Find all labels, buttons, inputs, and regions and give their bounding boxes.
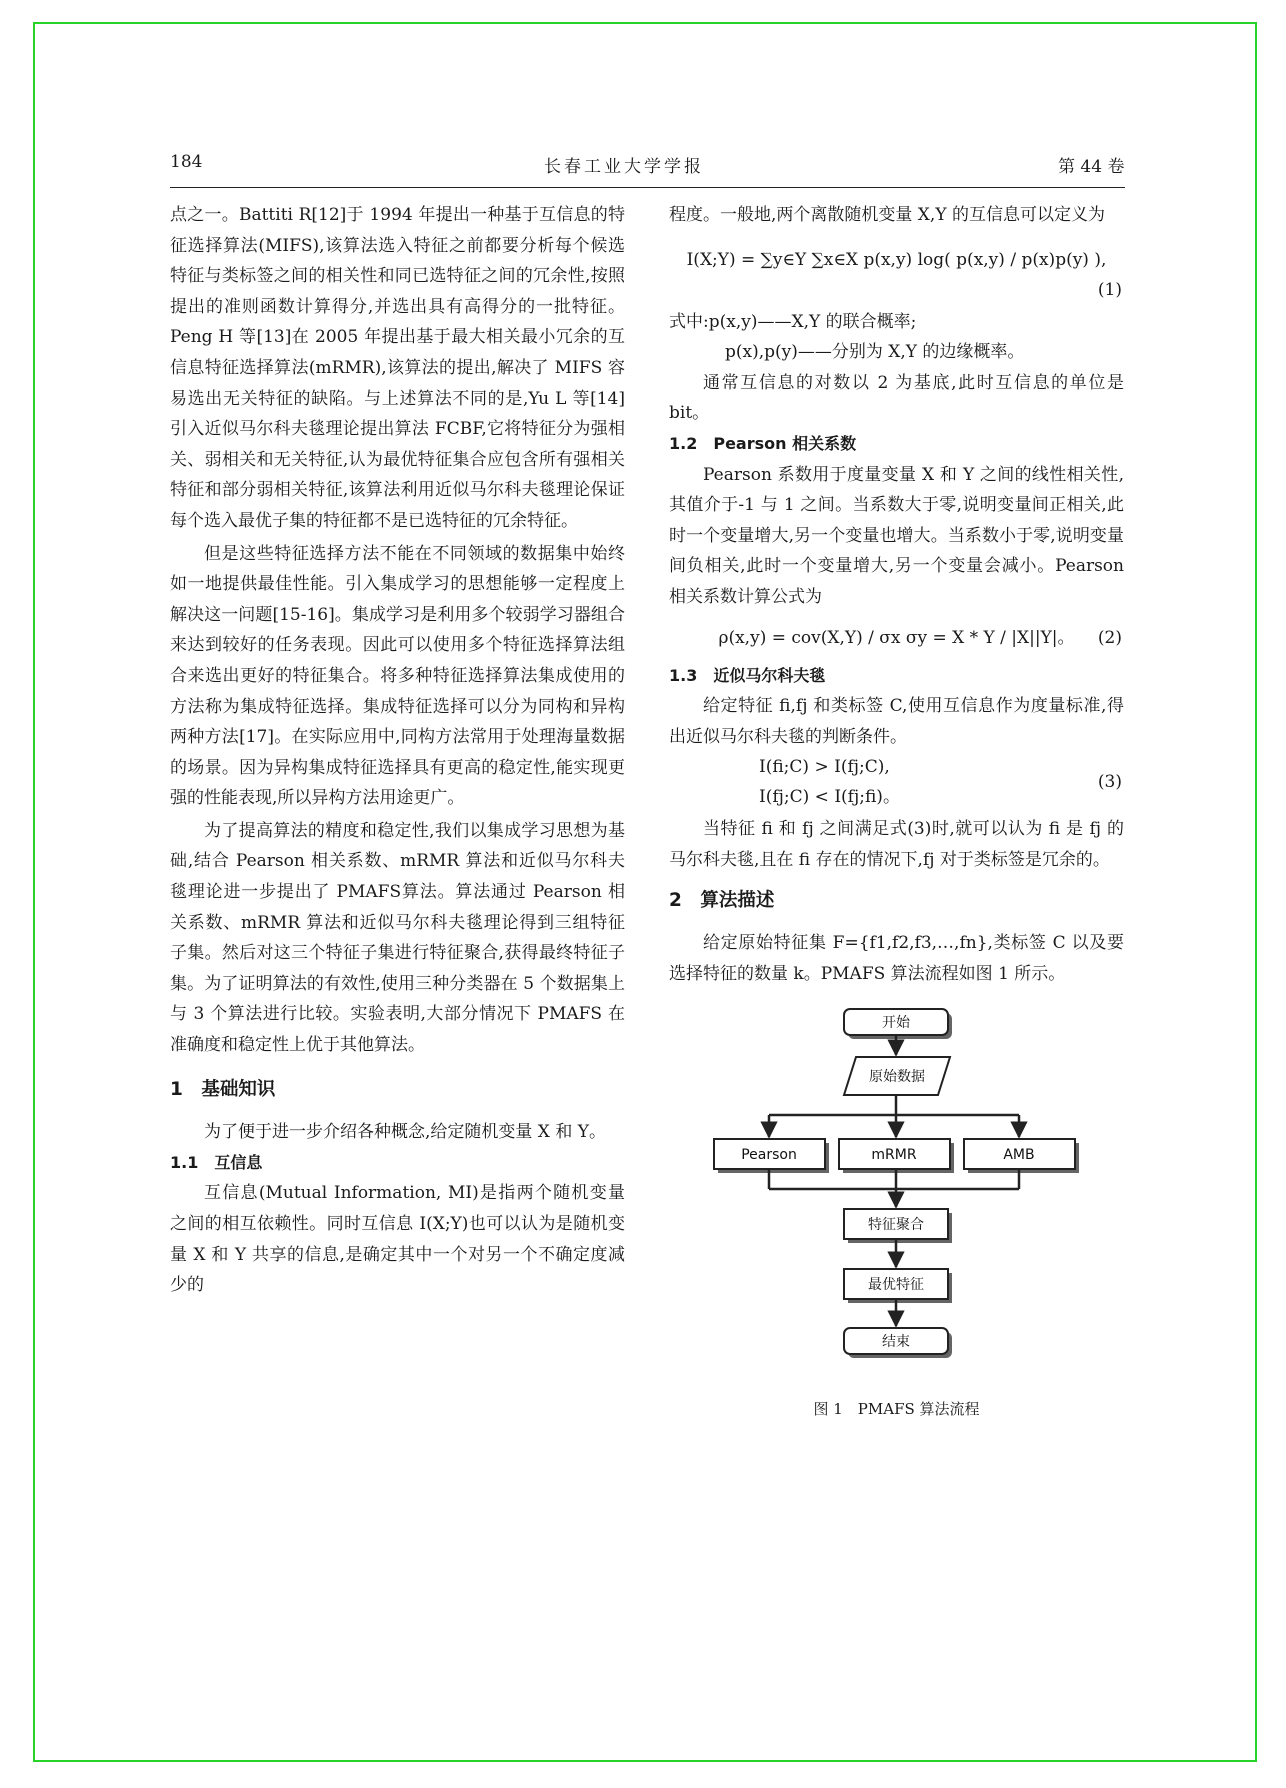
paragraph: 给定特征 fi,fj 和类标签 C,使用互信息作为度量标准,得出近似马尔科夫毯的判断条件。 [669, 696, 1124, 747]
data-label: 原始数据 [869, 1069, 925, 1086]
paragraph: 当特征 fi 和 fj 之间满足式(3)时,就可以认为 fi 是 fj 的马尔科夫毯,且在 fi 存在的情况下,fj 对于类标签是冗余的。 [669, 819, 1124, 870]
equation-2 [669, 613, 1124, 661]
subsection-heading-1-1: 1.1 互信息 [170, 1152, 263, 1172]
section-heading-2: 2 算法描述 [669, 889, 775, 911]
optimal-label: 最优特征 [868, 1277, 924, 1294]
pearson-label: Pearson [741, 1147, 797, 1164]
equation-3-number: (3) [1097, 772, 1122, 793]
equation-3-line-1: I(fi;C) > I(fj;C), [759, 757, 890, 778]
subsection-heading-1-3: 1.3 近似马尔科夫毯 [669, 665, 826, 685]
page-number: 184 [170, 152, 203, 172]
paragraph: 为了提高算法的精度和稳定性,我们以集成学习思想为基础,结合 Pearson 相关系数、mRMR 算法和近似马尔科夫毯理论进一步提出了 PMAFS算法。算法通过 Pearson 相关系数、mRMR 算法和近似马尔科夫毯理论得到三组特征子集。然后对这三个特征子集进行特征聚合,获得最终特征子集。为了证明算法的有效性,使用三种分类器在 5 个数据集上与 3 个算法进行比较。实验表明,大部分情况下 PMAFS 在准确度和稳定性上优于其他算法。 [170, 820, 625, 1056]
flowchart [669, 999, 1124, 1379]
equation-1 [669, 235, 1124, 307]
paragraph: 点之一。Battiti R[12]于 1994 年提出一种基于互信息的特征选择算法(MIFS),该算法选入特征之前都要分析每个候选特征与类标签之间的相关性和同已选特征之间的冗余性,按照提出的准则函数计算得分,并选出具有高得分的一批特征。Peng H 等[13]在 2005 年提出基于最大相关最小冗余的互信息特征选择算法(mRMR),该算法的提出,解决了 MIFS 容易选出无关特征的缺陷。与上述算法不同的是,Yu L 等[14]引入近似马尔科夫毯理论提出算法 FCBF,它将特征分为强相关、弱相关和无关特征,认为最优特征集合应包含所有强相关特征和部分弱相关特征,该算法利用近似马尔科夫毯理论保证每个选入最优子集的特征都不是已选特征的冗余特征。 [170, 205, 625, 531]
equation-1-number: (1) [1097, 279, 1122, 300]
paragraph: 但是这些特征选择方法不能在不同领域的数据集中始终如一地提供最佳性能。引入集成学习的思想能够一定程度上解决这一问题[15-16]。集成学习是利用多个较弱学习器组合来达到较好的任务表现。因此可以使用多个特征选择算法组合来选出更好的特征集合。将多种特征选择算法集成使用的方法称为集成特征选择。集成特征选择可以分为同构和异构两种方法[17]。在实际应用中,同构方法常用于处理海量数据的场景。因为异构集成特征选择具有更高的稳定性,能实现更强的性能表现,所以异构方法用途更广。 [170, 543, 625, 809]
paragraph: 互信息(Mutual Information, MI)是指两个随机变量之间的相互依赖性。同时互信息 I(X;Y)也可以认为是随机变量 X 和 Y 共享的信息,是确定其中一个对另一个不确定度减少的 [170, 1183, 625, 1296]
equation-1-where-line-2: p(x),p(y)——分别为 X,Y 的边缘概率。 [725, 342, 1025, 363]
header-rule [170, 187, 1125, 188]
equation-2-body: ρ(x,y) = cov(X,Y) / σx σy = X * Y / |X||Y|。 [718, 627, 1075, 648]
equation-1-where-line-1: 式中:p(x,y)——X,Y 的联合概率; [669, 311, 917, 332]
aggregate-label: 特征聚合 [868, 1217, 924, 1234]
amb-label: AMB [1003, 1147, 1035, 1164]
journal-title: 长春工业大学学报 [544, 157, 704, 177]
right-column [669, 200, 1124, 1418]
paragraph: 为了便于进一步介绍各种概念,给定随机变量 X 和 Y。 [204, 1122, 606, 1143]
section-heading-1: 1 基础知识 [170, 1078, 276, 1100]
flowchart-figure [669, 999, 1124, 1418]
paragraph: Pearson 系数用于度量变量 X 和 Y 之间的线性相关性,其值介于-1 与 1 之间。当系数大于零,说明变量间正相关,此时一个变量增大,另一个变量也增大。当系数小于零,说明变量间负相关,此时一个变量增大,另一个变量会减小。Pearson 相关系数计算公式为 [669, 464, 1124, 607]
equation-2-number: (2) [1097, 627, 1122, 648]
equation-3 [669, 752, 1124, 814]
left-column [170, 200, 625, 1301]
paragraph: 通常互信息的对数以 2 为基底,此时互信息的单位是 bit。 [669, 372, 1124, 424]
equation-3-line-2: I(fj;C) < I(fj;fi)。 [759, 787, 900, 808]
equation-1-body: I(X;Y) = ∑y∈Y ∑x∈X p(x,y) log( p(x,y) / p(x)p(y) ), [686, 249, 1107, 270]
figure-caption: 图 1 PMAFS 算法流程 [813, 1399, 980, 1418]
mrmr-label: mRMR [871, 1147, 917, 1164]
end-label: 结束 [882, 1334, 910, 1351]
volume-label: 第 44 卷 [1058, 157, 1125, 177]
start-label: 开始 [882, 1015, 910, 1032]
paragraph: 程度。一般地,两个离散随机变量 X,Y 的互信息可以定义为 [669, 205, 1105, 225]
subsection-heading-1-2: 1.2 Pearson 相关系数 [669, 433, 857, 453]
paragraph: 给定原始特征集 F={f1,f2,f3,…,fn},类标签 C 以及要选择特征的数量 k。PMAFS 算法流程如图 1 所示。 [669, 933, 1124, 984]
